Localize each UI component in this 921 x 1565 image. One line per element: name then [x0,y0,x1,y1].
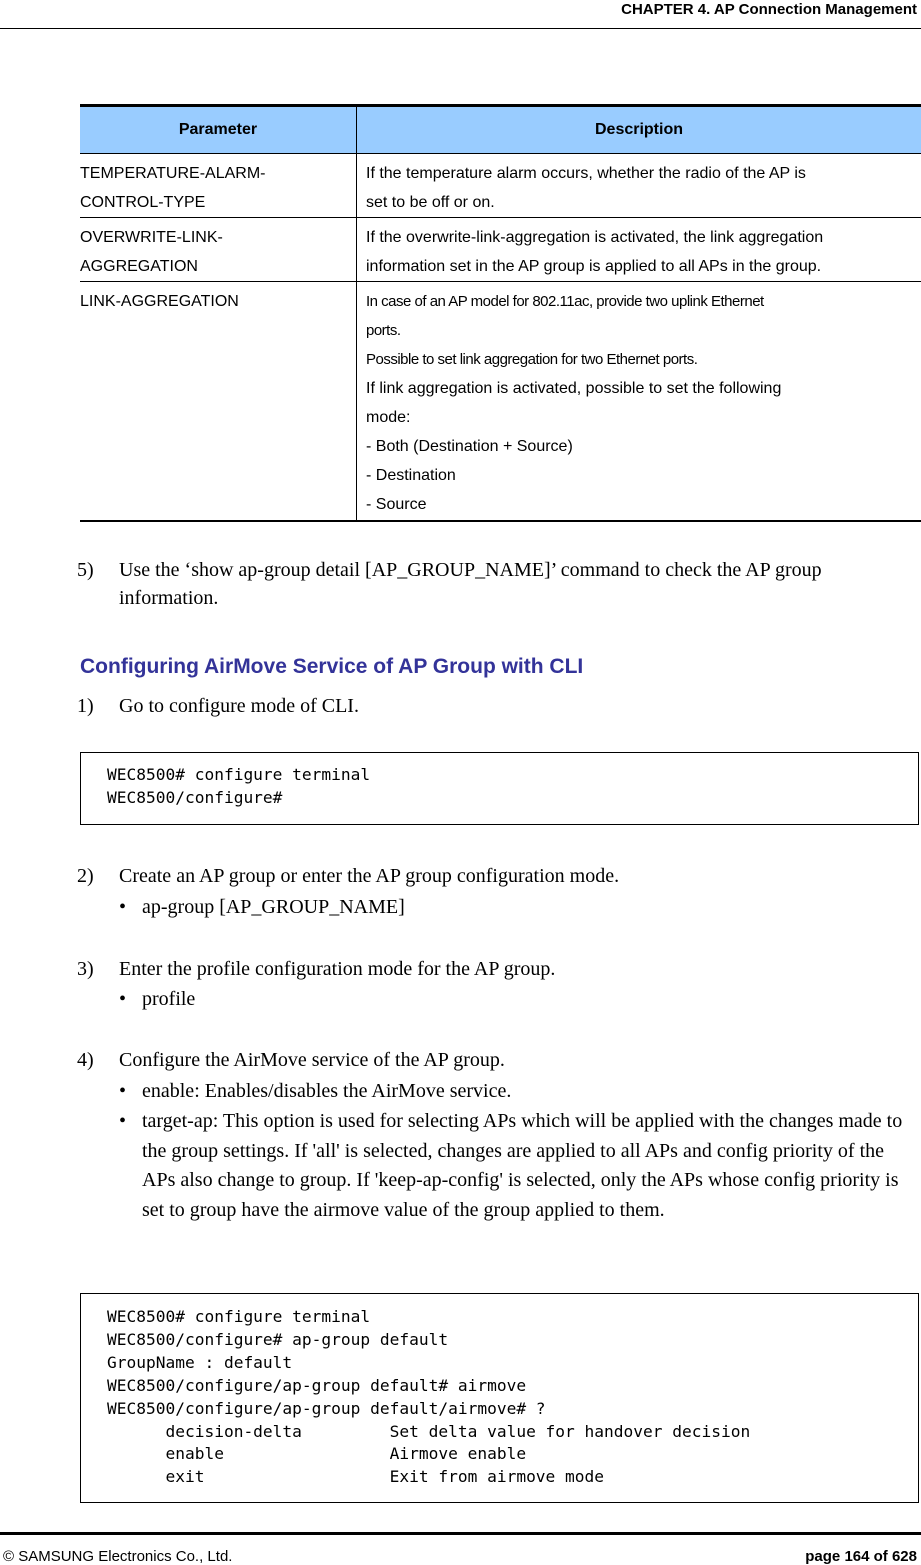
bullet-dot: • [119,988,127,1010]
code-line: WEC8500/configure/ap-group default# airmove [107,1375,527,1395]
param-cell [80,218,357,282]
desc-text: If the overwrite-link-aggregation is activated, the link aggregation [366,229,824,246]
page-header [0,0,921,29]
code-line: WEC8500# configure terminal [107,1307,371,1326]
header-parameter: Parameter [80,106,357,154]
bullet-text: ap-group [AP_GROUP_NAME] [142,896,405,918]
code-block [80,752,919,825]
code-text [107,764,370,810]
code-text [107,1306,750,1489]
section-title: Configuring AirMove Service of AP Group with CLI [80,655,584,678]
param-text: TEMPERATURE-ALARM- [80,165,266,182]
page-footer [0,1532,921,1565]
desc-text: - Destination [366,467,456,484]
step-text: Enter the profile configuration mode for the AP group. [119,958,556,980]
param-text: CONTROL-TYPE [80,194,206,211]
bullet-dot: • [119,1110,127,1132]
table-header-row [80,106,921,154]
step-number: 4) [77,1049,94,1071]
desc-text: set to be off or on. [366,194,495,211]
param-cell [80,282,357,522]
code-line: decision-delta Set delta value for handover decision [107,1421,751,1441]
step-text: Use the ‘show ap-group detail [AP_GROUP_NAME]’ command to check the AP group information. [119,559,822,609]
chapter-title: CHAPTER 4. AP Connection Management [621,1,917,18]
page-number: page 164 of 628 [805,1548,917,1565]
desc-text: If the temperature alarm occurs, whether the radio of the AP is [366,165,806,182]
bullet-text: enable: Enables/disables the AirMove service. [142,1080,512,1102]
step-text: Go to configure mode of CLI. [119,695,359,717]
desc-text: If link aggregation is activated, possible to set the following [366,380,782,397]
param-text: AGGREGATION [80,258,198,275]
code-block [80,1293,919,1503]
step-number: 2) [77,865,94,887]
header-description: Description [357,106,921,154]
code-line: WEC8500# configure terminal [107,765,371,784]
desc-text: Possible to set link aggregation for two Ethernet ports. [366,351,698,368]
code-line: WEC8500/configure# [107,787,283,807]
step-number: 5) [77,559,94,581]
desc-text: In case of an AP model for 802.11ac, provide two uplink Ethernet [366,293,764,310]
code-line: exit Exit from airmove mode [107,1467,605,1487]
desc-text: information set in the AP group is applied to all APs in the group. [366,258,822,275]
table-row [80,218,921,282]
step-number: 1) [77,695,94,717]
param-text: LINK-AGGREGATION [80,293,239,310]
table-row [80,154,921,218]
copyright: © SAMSUNG Electronics Co., Ltd. [3,1548,233,1565]
table-row [80,282,921,522]
desc-text: - Source [366,496,427,513]
code-line: WEC8500/configure# ap-group default [107,1329,449,1349]
param-cell [80,154,357,218]
desc-text: - Both (Destination + Source) [366,438,573,455]
parameter-table [80,104,921,522]
bullet-text: profile [142,988,196,1010]
desc-text: mode: [366,409,411,426]
step-number: 3) [77,958,94,980]
desc-cell [357,218,921,282]
code-line: GroupName : default [107,1352,293,1372]
bullet-dot: • [119,896,127,918]
desc-text: ports. [366,322,401,339]
bullet-dot: • [119,1080,127,1102]
code-line: WEC8500/configure/ap-group default/airmove# ? [107,1398,546,1418]
step-text: Configure the AirMove service of the AP group. [119,1049,505,1071]
param-text: OVERWRITE-LINK- [80,229,223,246]
bullet-text: target-ap: This option is used for selecting APs which will be applied with the changes made to the group settings. If 'all' is selected, changes are applied to all APs and config priority of the APs also change to group. If 'keep-ap-config' is selected, only the APs whose config priority is set to group have the airmove value of the group applied to them. [142,1110,903,1221]
desc-cell [357,282,921,522]
code-line: enable Airmove enable [107,1444,527,1464]
step-text: Create an AP group or enter the AP group configuration mode. [119,865,620,887]
desc-cell [357,154,921,218]
